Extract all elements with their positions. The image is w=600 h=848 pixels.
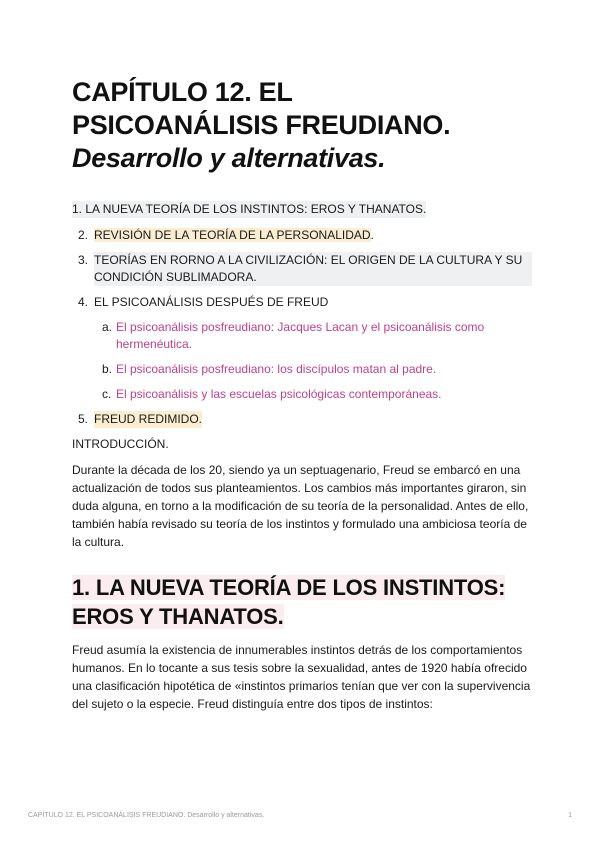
toc-item-3[interactable]: [72, 252, 532, 286]
toc-item-5[interactable]: [72, 411, 532, 428]
toc-item-label: REVISIÓN DE LA TEORÍA DE LA PERSONALIDAD: [94, 228, 371, 242]
toc-item-1[interactable]: [72, 201, 532, 218]
toc-item-suffix: .: [370, 228, 374, 242]
toc-item-label: EL PSICOANÁLISIS DESPUÉS DE FREUD: [94, 295, 329, 309]
chapter-title: [72, 76, 532, 175]
toc-item-number: 4.: [77, 295, 88, 309]
title-line-2: PSICOANÁLISIS FREUDIANO.: [72, 110, 451, 140]
toc-item-4[interactable]: [72, 294, 532, 311]
title-subtitle: Desarrollo y alternativas.: [72, 143, 386, 173]
page-number: 1: [568, 812, 572, 819]
toc-subitem-label: El psicoanálisis posfreudiano: Jacques Lacan y el psicoanálisis como hermenéutica.: [116, 320, 485, 351]
toc-subitem-c[interactable]: [102, 386, 532, 403]
toc-subitem-a[interactable]: [102, 319, 532, 353]
section-1-heading-text: 1. LA NUEVA TEORÍA DE LOS INSTINTOS: EROS Y THANATOS.: [72, 575, 506, 629]
toc-subitem-number: c.: [102, 387, 112, 401]
title-line-1: CAPÍTULO 12. EL: [72, 77, 293, 107]
section-1-paragraph: Freud asumía la existencia de innumerables instintos detrás de los comportamientos humanos. En lo tocante a sus tesis sobre la sexualidad, antes de 1920 había ofrecido una clasificación hipotética de «instintos primarios tenían que ver con la supervivencia del sujeto o la especie. Freud distinguía entre dos tipos de instintos:: [72, 643, 531, 711]
intro-heading: INTRODUCCIÓN.: [72, 437, 169, 451]
toc-subitem-label: El psicoanálisis posfreudiano: los discípulos matan al padre.: [116, 362, 437, 376]
toc-item-label: 1. LA NUEVA TEORÍA DE LOS INSTINTOS: EROS Y THANATOS.: [72, 202, 427, 216]
footer-title: CAPÍTULO 12. EL PSICOANÁLISIS FREUDIANO. Desarrollo y alternativas.: [28, 812, 265, 819]
intro-paragraph: Durante la década de los 20, siendo ya un septuagenario, Freud se embarcó en una actualización de todos sus planteamientos. Los cambios más importantes giraron, sin duda alguna, en torno a la modificación de su teoría de la personalidad. Antes de ello, también había revisado su teoría de los instintos y formulado una ambiciosa teoría de la cultura.: [72, 463, 529, 549]
toc-item-number: 3.: [77, 253, 88, 267]
toc-item-label: FREUD REDIMIDO.: [94, 412, 202, 426]
toc-subitem-label: El psicoanálisis y las escuelas psicológicas contemporáneas.: [116, 387, 442, 401]
toc-item-2[interactable]: [72, 227, 532, 244]
toc-item-number: 2.: [77, 228, 88, 242]
document-page: [72, 76, 532, 723]
section-1-heading: [72, 573, 532, 631]
toc-subitem-number: a.: [102, 320, 113, 334]
toc-item-number: 5.: [77, 412, 88, 426]
page-footer: [28, 812, 572, 819]
toc-subitem-b[interactable]: [102, 361, 532, 378]
toc-item-label: TEORÍAS EN RORNO A LA CIVILIZACIÓN: EL ORIGEN DE LA CULTURA Y SU CONDICIÓN SUBLIMADORA.: [94, 252, 532, 286]
toc-item-text: [94, 227, 374, 244]
table-of-contents: [72, 201, 532, 428]
toc-subitem-number: b.: [102, 362, 113, 376]
